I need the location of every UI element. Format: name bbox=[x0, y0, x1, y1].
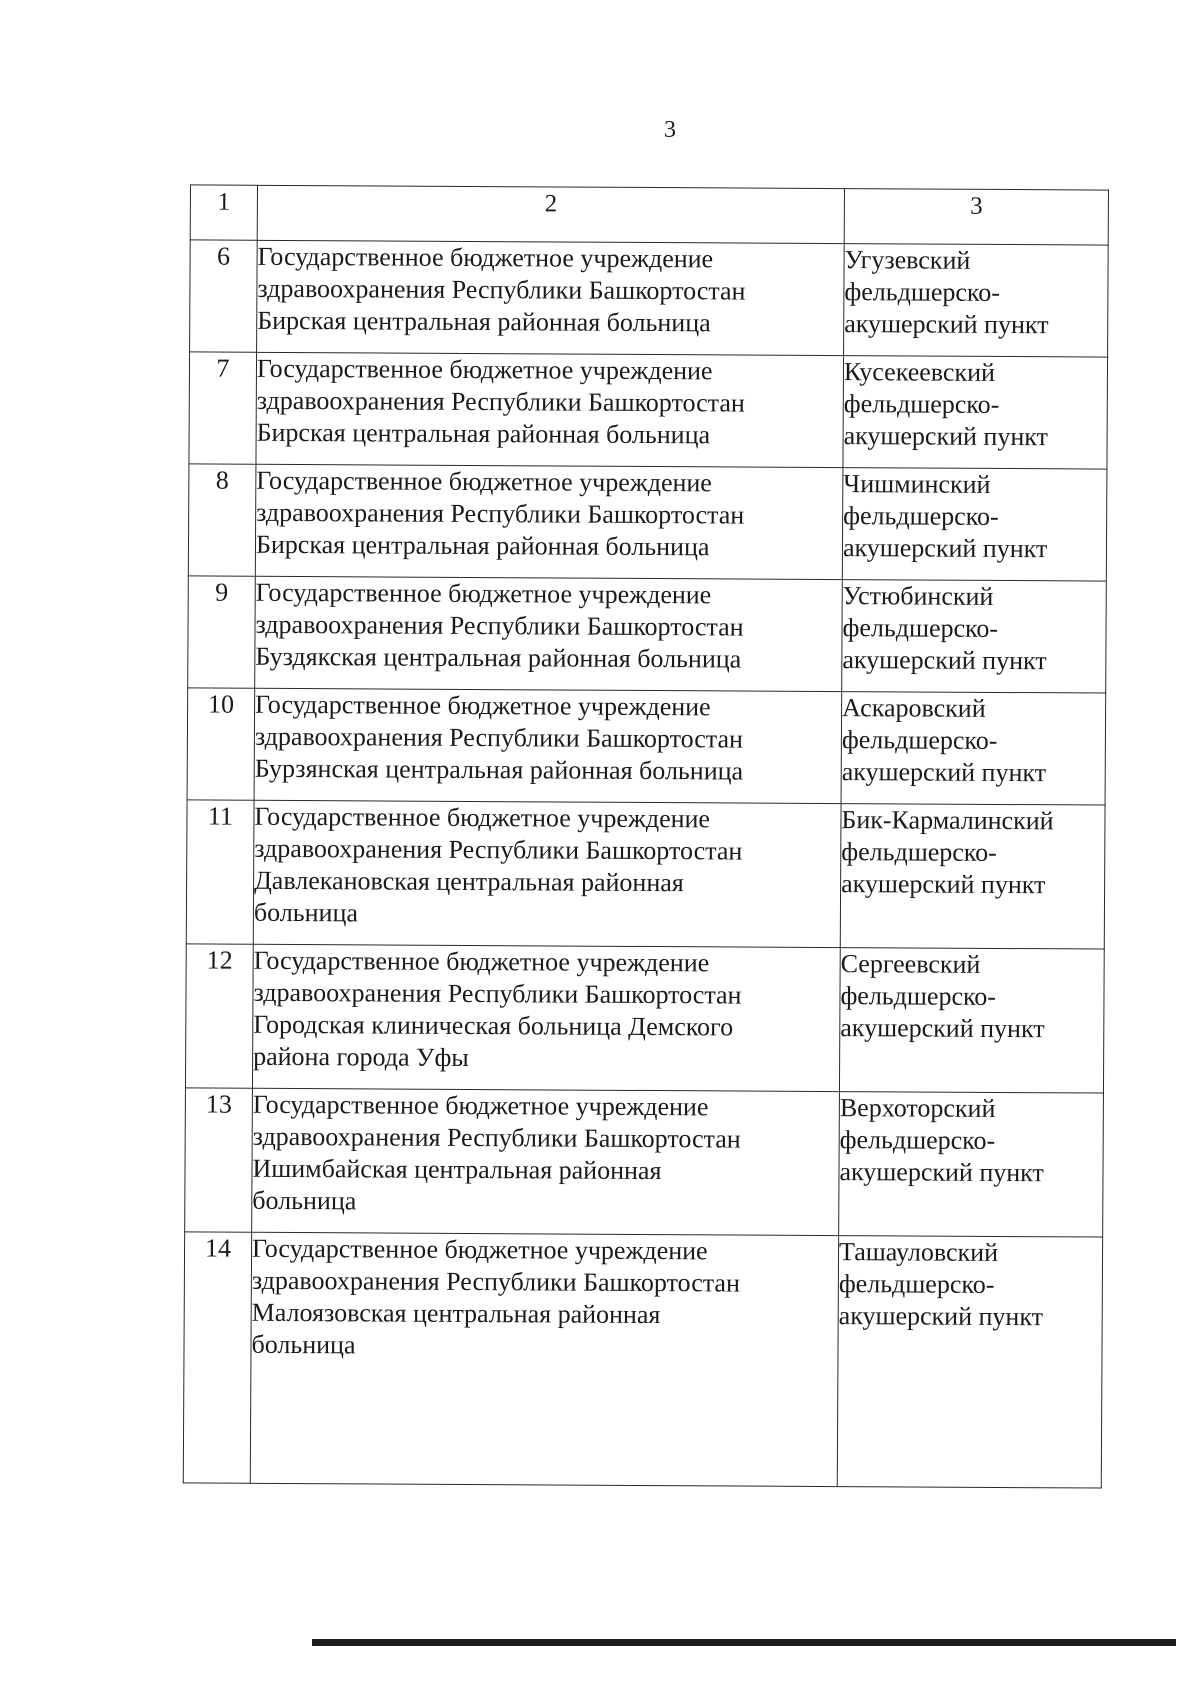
table-row bbox=[188, 576, 1107, 693]
organization-cell bbox=[256, 352, 844, 467]
medical-point-cell bbox=[843, 356, 1108, 469]
medical-point-cell bbox=[841, 692, 1106, 805]
organization-line: здравоохранения Республики Башкортостан bbox=[257, 273, 746, 306]
table-row bbox=[185, 944, 1104, 1093]
organization-line: здравоохранения Республики Башкортостан bbox=[254, 721, 744, 754]
medical-point-line: фельдшерско- bbox=[840, 981, 997, 1011]
document-table-wrapper bbox=[183, 184, 1108, 1488]
medical-point-line: фельдшерско- bbox=[844, 277, 1001, 307]
organization-line: Государственное бюджетное учреждение bbox=[254, 801, 711, 834]
medical-point-cell bbox=[842, 468, 1107, 581]
organization-line: Бурзянская центральная районная больница bbox=[254, 753, 744, 786]
medical-point-line: акушерский пункт bbox=[840, 1013, 1045, 1044]
footer-rule bbox=[312, 1639, 1176, 1646]
header-cell-3: 3 bbox=[844, 189, 1108, 245]
table-row bbox=[183, 1232, 1102, 1488]
medical-point-line: фельдшерско- bbox=[843, 389, 1000, 419]
organization-line: Государственное бюджетное учреждение bbox=[252, 1089, 709, 1122]
row-number-cell: 9 bbox=[188, 576, 256, 688]
medical-point-line: акушерский пункт bbox=[841, 757, 1047, 788]
organization-line: здравоохранения Республики Башкортостан bbox=[253, 977, 742, 1010]
organization-line: Государственное бюджетное учреждение bbox=[251, 1233, 708, 1266]
organization-line: Давлекановская центральная районная bbox=[254, 865, 684, 898]
header-cell-2: 2 bbox=[257, 185, 844, 243]
organization-line: больница bbox=[251, 1329, 356, 1360]
medical-point-line: Угузевский bbox=[844, 245, 971, 275]
organization-line: Городская клиническая больница Демского bbox=[253, 1009, 734, 1042]
organization-line: Государственное бюджетное учреждение bbox=[256, 465, 712, 498]
organization-line: здравоохранения Республики Башкортостан bbox=[252, 1121, 741, 1154]
organization-line: Ишимбайская центральная районная bbox=[252, 1153, 662, 1186]
medical-point-cell bbox=[837, 1236, 1102, 1488]
organization-line: Буздякская центральная районная больница bbox=[255, 641, 742, 674]
medical-point-line: акушерский пункт bbox=[839, 1157, 1044, 1188]
medical-point-line: Устюбинский bbox=[842, 581, 994, 611]
organization-cell bbox=[250, 1232, 838, 1486]
medical-point-line: Ташауловский bbox=[838, 1237, 999, 1267]
organization-cell bbox=[257, 240, 845, 355]
table-row bbox=[188, 464, 1107, 581]
medical-point-line: фельдшерско- bbox=[841, 725, 998, 755]
table-row bbox=[185, 1088, 1104, 1237]
medical-point-line: акушерский пункт bbox=[841, 869, 1046, 900]
medical-point-line: акушерский пункт bbox=[842, 645, 1047, 676]
table-header-row bbox=[190, 185, 1108, 245]
row-number-cell: 13 bbox=[185, 1088, 253, 1232]
row-number-cell: 10 bbox=[187, 688, 255, 800]
table-row bbox=[189, 352, 1108, 469]
organization-cell bbox=[253, 800, 841, 947]
document-table bbox=[183, 184, 1109, 1488]
medical-point-line: акушерский пункт bbox=[842, 533, 1048, 564]
organization-line: района города Уфы bbox=[253, 1041, 469, 1073]
table-row bbox=[187, 688, 1106, 805]
organization-line: Государственное бюджетное учреждение bbox=[256, 353, 713, 386]
table-row bbox=[190, 240, 1109, 357]
organization-cell bbox=[252, 944, 840, 1091]
organization-line: Бирская центральная районная больница bbox=[255, 529, 710, 562]
row-number-cell: 6 bbox=[190, 240, 258, 352]
row-number-cell: 8 bbox=[188, 464, 256, 576]
organization-cell bbox=[254, 688, 842, 803]
medical-point-line: Бик-Кармалинский bbox=[841, 805, 1054, 836]
medical-point-cell bbox=[842, 580, 1107, 693]
medical-point-line: фельдшерско- bbox=[839, 1125, 996, 1155]
organization-line: Государственное бюджетное учреждение bbox=[255, 689, 711, 722]
row-number-cell: 11 bbox=[186, 800, 254, 944]
organization-line: больница bbox=[253, 897, 359, 928]
page-number: 3 bbox=[664, 117, 676, 143]
organization-line: больница bbox=[252, 1185, 357, 1216]
medical-point-line: фельдшерско- bbox=[842, 613, 999, 643]
organization-line: Малоязовская центральная районная bbox=[251, 1297, 661, 1330]
medical-point-line: Аскаровский bbox=[842, 693, 986, 723]
organization-line: Государственное бюджетное учреждение bbox=[257, 241, 714, 274]
table-body bbox=[183, 185, 1108, 1488]
table-row bbox=[186, 800, 1105, 949]
organization-line: Государственное бюджетное учреждение bbox=[253, 945, 710, 978]
organization-line: Бирская центральная районная больница bbox=[256, 417, 711, 450]
medical-point-cell bbox=[839, 1092, 1104, 1237]
row-number-cell: 14 bbox=[183, 1232, 251, 1483]
medical-point-line: Чишминский bbox=[843, 469, 991, 499]
organization-cell bbox=[252, 1088, 840, 1235]
medical-point-line: Сергеевский bbox=[840, 949, 981, 979]
organization-line: Бирская центральная районная больница bbox=[257, 305, 711, 338]
row-number-cell: 12 bbox=[185, 944, 253, 1088]
medical-point-cell bbox=[839, 948, 1104, 1093]
organization-line: здравоохранения Республики Башкортостан bbox=[256, 385, 745, 418]
organization-line: здравоохранения Республики Башкортостан bbox=[256, 497, 745, 530]
row-number-cell: 7 bbox=[189, 352, 257, 464]
medical-point-line: фельдшерско- bbox=[841, 837, 997, 867]
header-cell-1: 1 bbox=[190, 185, 257, 240]
medical-point-line: фельдшерско- bbox=[843, 501, 999, 531]
organization-line: здравоохранения Республики Башкортостан bbox=[254, 833, 743, 866]
medical-point-line: акушерский пункт bbox=[844, 309, 1049, 340]
medical-point-line: Верхоторский bbox=[839, 1093, 996, 1123]
organization-cell bbox=[255, 576, 843, 691]
medical-point-line: Кусекеевский bbox=[843, 357, 996, 387]
medical-point-line: акушерский пункт bbox=[843, 421, 1049, 452]
medical-point-line: акушерский пункт bbox=[838, 1301, 1044, 1332]
medical-point-cell bbox=[844, 244, 1109, 357]
organization-cell bbox=[255, 464, 843, 579]
medical-point-line: фельдшерско- bbox=[838, 1269, 995, 1299]
medical-point-cell bbox=[840, 804, 1105, 949]
organization-line: Государственное бюджетное учреждение bbox=[255, 577, 712, 610]
organization-line: здравоохранения Республики Башкортостан bbox=[251, 1265, 741, 1298]
organization-line: здравоохранения Республики Башкортостан bbox=[255, 609, 744, 642]
